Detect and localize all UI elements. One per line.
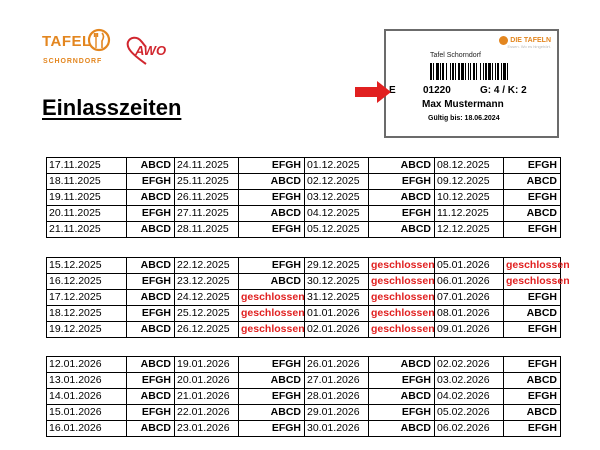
- card-group-letter: E: [389, 85, 396, 96]
- schedule-table: [46, 257, 570, 338]
- date-cell: 06.01.2026: [435, 274, 504, 290]
- date-cell: 04.12.2025: [305, 206, 369, 222]
- date-cell: 06.02.2026: [435, 421, 504, 437]
- card-group-info: G: 4 / K: 2: [480, 85, 527, 96]
- group-cell: ABCD: [504, 206, 561, 222]
- card-holder-name: Max Mustermann: [422, 99, 504, 110]
- group-cell: ABCD: [239, 405, 305, 421]
- page-title: Einlasszeiten: [42, 95, 182, 120]
- member-card: [384, 29, 559, 138]
- closed-cell: geschlossen: [239, 290, 305, 306]
- date-cell: 15.12.2025: [47, 258, 127, 274]
- date-cell: 26.11.2025: [175, 190, 239, 206]
- table-row: [47, 190, 561, 206]
- group-cell: EFGH: [127, 405, 175, 421]
- date-cell: 28.11.2025: [175, 222, 239, 238]
- date-cell: 23.12.2025: [175, 274, 239, 290]
- closed-cell: geschlossen: [504, 274, 561, 290]
- table-row: [47, 158, 561, 174]
- group-cell: ABCD: [239, 206, 305, 222]
- group-cell: EFGH: [504, 322, 561, 338]
- date-cell: 24.11.2025: [175, 158, 239, 174]
- group-cell: EFGH: [504, 190, 561, 206]
- date-cell: 17.11.2025: [47, 158, 127, 174]
- date-cell: 17.12.2025: [47, 290, 127, 306]
- table-row: [47, 357, 561, 373]
- date-cell: 13.01.2026: [47, 373, 127, 389]
- group-cell: EFGH: [127, 373, 175, 389]
- awo-logo-text: AWO: [135, 43, 167, 58]
- cutlery-icon: [88, 27, 110, 53]
- date-cell: 11.12.2025: [435, 206, 504, 222]
- table-row: [47, 290, 561, 306]
- date-cell: 04.02.2026: [435, 389, 504, 405]
- date-cell: 25.12.2025: [175, 306, 239, 322]
- group-cell: ABCD: [127, 222, 175, 238]
- table-row: [47, 174, 561, 190]
- date-cell: 09.01.2026: [435, 322, 504, 338]
- group-cell: EFGH: [504, 357, 561, 373]
- table-row: [47, 258, 561, 274]
- closed-cell: geschlossen: [369, 258, 435, 274]
- date-cell: 01.12.2025: [305, 158, 369, 174]
- date-cell: 16.01.2026: [47, 421, 127, 437]
- group-cell: EFGH: [369, 206, 435, 222]
- date-cell: 09.12.2025: [435, 174, 504, 190]
- group-cell: EFGH: [369, 174, 435, 190]
- table-row: [47, 405, 561, 421]
- date-cell: 08.01.2026: [435, 306, 504, 322]
- date-cell: 21.11.2025: [47, 222, 127, 238]
- group-cell: ABCD: [127, 158, 175, 174]
- group-cell: EFGH: [239, 258, 305, 274]
- group-cell: ABCD: [239, 373, 305, 389]
- date-cell: 07.01.2026: [435, 290, 504, 306]
- date-cell: 31.12.2025: [305, 290, 369, 306]
- group-cell: EFGH: [504, 290, 561, 306]
- date-cell: 19.12.2025: [47, 322, 127, 338]
- date-cell: 22.12.2025: [175, 258, 239, 274]
- card-valid-until: Gültig bis: 18.06.2024: [428, 115, 500, 122]
- date-cell: 10.12.2025: [435, 190, 504, 206]
- group-cell: ABCD: [127, 190, 175, 206]
- group-cell: ABCD: [369, 389, 435, 405]
- group-cell: ABCD: [127, 322, 175, 338]
- group-cell: EFGH: [127, 306, 175, 322]
- group-cell: ABCD: [504, 174, 561, 190]
- date-cell: 30.12.2025: [305, 274, 369, 290]
- group-cell: ABCD: [127, 290, 175, 306]
- closed-cell: geschlossen: [369, 274, 435, 290]
- red-arrow-icon: [355, 81, 391, 103]
- date-cell: 18.11.2025: [47, 174, 127, 190]
- tafel-logo-city: SCHORNDORF: [43, 58, 103, 65]
- date-cell: 27.11.2025: [175, 206, 239, 222]
- date-cell: 02.12.2025: [305, 174, 369, 190]
- date-cell: 14.01.2026: [47, 389, 127, 405]
- group-cell: EFGH: [239, 158, 305, 174]
- card-brand-tagline: Essen. Wo es hingehört.: [507, 44, 551, 49]
- card-number: 01220: [423, 85, 451, 96]
- closed-cell: geschlossen: [369, 322, 435, 338]
- date-cell: 26.12.2025: [175, 322, 239, 338]
- date-cell: 19.11.2025: [47, 190, 127, 206]
- date-cell: 21.01.2026: [175, 389, 239, 405]
- awo-logo: [124, 36, 168, 66]
- group-cell: EFGH: [239, 421, 305, 437]
- date-cell: 22.01.2026: [175, 405, 239, 421]
- group-cell: ABCD: [127, 389, 175, 405]
- group-cell: ABCD: [127, 258, 175, 274]
- group-cell: EFGH: [239, 222, 305, 238]
- closed-cell: geschlossen: [369, 290, 435, 306]
- table-row: [47, 389, 561, 405]
- closed-cell: geschlossen: [369, 306, 435, 322]
- group-cell: ABCD: [504, 373, 561, 389]
- date-cell: 16.12.2025: [47, 274, 127, 290]
- group-cell: EFGH: [127, 274, 175, 290]
- table-row: [47, 306, 561, 322]
- tafel-logo-word: TAFEL: [42, 33, 92, 50]
- card-site: Tafel Schorndorf: [430, 52, 481, 59]
- date-cell: 28.01.2026: [305, 389, 369, 405]
- group-cell: ABCD: [369, 158, 435, 174]
- schedule-table: [46, 356, 561, 437]
- table-row: [47, 274, 561, 290]
- group-cell: EFGH: [504, 158, 561, 174]
- group-cell: ABCD: [239, 274, 305, 290]
- group-cell: EFGH: [239, 389, 305, 405]
- table-row: [47, 421, 561, 437]
- group-cell: EFGH: [127, 174, 175, 190]
- date-cell: 05.01.2026: [435, 258, 504, 274]
- date-cell: 29.12.2025: [305, 258, 369, 274]
- date-cell: 02.01.2026: [305, 322, 369, 338]
- date-cell: 12.12.2025: [435, 222, 504, 238]
- group-cell: ABCD: [504, 405, 561, 421]
- closed-cell: geschlossen: [239, 322, 305, 338]
- group-cell: ABCD: [369, 222, 435, 238]
- group-cell: EFGH: [369, 405, 435, 421]
- date-cell: 05.02.2026: [435, 405, 504, 421]
- table-row: [47, 222, 561, 238]
- date-cell: 18.12.2025: [47, 306, 127, 322]
- date-cell: 25.11.2025: [175, 174, 239, 190]
- group-cell: ABCD: [369, 190, 435, 206]
- group-cell: ABCD: [239, 174, 305, 190]
- date-cell: 15.01.2026: [47, 405, 127, 421]
- group-cell: ABCD: [127, 357, 175, 373]
- group-cell: ABCD: [504, 306, 561, 322]
- table-row: [47, 373, 561, 389]
- date-cell: 24.12.2025: [175, 290, 239, 306]
- table-row: [47, 206, 561, 222]
- date-cell: 19.01.2026: [175, 357, 239, 373]
- date-cell: 03.12.2025: [305, 190, 369, 206]
- table-row: [47, 322, 561, 338]
- group-cell: EFGH: [504, 222, 561, 238]
- group-cell: ABCD: [369, 421, 435, 437]
- date-cell: 27.01.2026: [305, 373, 369, 389]
- date-cell: 08.12.2025: [435, 158, 504, 174]
- date-cell: 26.01.2026: [305, 357, 369, 373]
- group-cell: EFGH: [504, 389, 561, 405]
- card-brand-text: DIE TAFELN: [510, 37, 551, 44]
- date-cell: 02.02.2026: [435, 357, 504, 373]
- barcode-icon: [430, 63, 530, 80]
- group-cell: EFGH: [239, 357, 305, 373]
- date-cell: 12.01.2026: [47, 357, 127, 373]
- group-cell: EFGH: [369, 373, 435, 389]
- closed-cell: geschlossen: [504, 258, 561, 274]
- group-cell: ABCD: [369, 357, 435, 373]
- closed-cell: geschlossen: [239, 306, 305, 322]
- group-cell: EFGH: [504, 421, 561, 437]
- date-cell: 03.02.2026: [435, 373, 504, 389]
- date-cell: 30.01.2026: [305, 421, 369, 437]
- date-cell: 20.01.2026: [175, 373, 239, 389]
- date-cell: 20.11.2025: [47, 206, 127, 222]
- date-cell: 29.01.2026: [305, 405, 369, 421]
- date-cell: 23.01.2026: [175, 421, 239, 437]
- date-cell: 05.12.2025: [305, 222, 369, 238]
- group-cell: EFGH: [239, 190, 305, 206]
- date-cell: 01.01.2026: [305, 306, 369, 322]
- group-cell: EFGH: [127, 206, 175, 222]
- group-cell: ABCD: [127, 421, 175, 437]
- schedule-table: [46, 157, 561, 238]
